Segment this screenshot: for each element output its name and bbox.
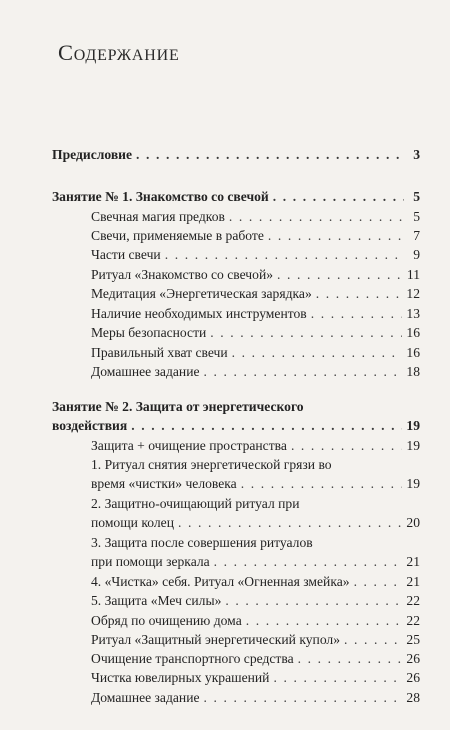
entry-title: Домашнее задание <box>91 690 200 705</box>
dot-leader <box>246 611 403 631</box>
dot-leader <box>225 591 402 611</box>
entry-title: 5. Защита «Меч силы» <box>91 593 222 608</box>
entry-page: 16 <box>406 345 420 360</box>
dot-leader <box>273 668 402 688</box>
entry-page: 3 <box>413 147 420 162</box>
page-title: Содержание <box>58 40 180 65</box>
toc-subentry[interactable] <box>0 611 450 631</box>
entry-title: Правильный хват свечи <box>91 345 228 360</box>
toc-subentry[interactable] <box>0 362 450 382</box>
entry-page: 26 <box>406 651 420 666</box>
dot-leader <box>204 688 403 708</box>
entry-title: Части свечи <box>91 247 161 262</box>
toc-subentry[interactable] <box>0 552 450 572</box>
entry-title: Очищение транспортного средства <box>91 651 294 666</box>
entry-title: Обряд по очищению дома <box>91 613 242 628</box>
entry-page: 19 <box>406 438 420 453</box>
entry-title: Ритуал «Защитный энергетический купол» <box>91 632 341 647</box>
toc-entry-lesson-2-line1[interactable] <box>0 397 450 417</box>
dot-leader <box>277 265 403 285</box>
dot-leader <box>229 207 404 227</box>
entry-title: 3. Защита после совершения ритуалов <box>91 535 313 550</box>
toc-subentry[interactable] <box>0 668 450 688</box>
toc-subentry[interactable] <box>0 649 450 669</box>
entry-title: воздействия <box>52 418 128 433</box>
toc-entry-preface[interactable] <box>0 145 450 165</box>
entry-page: 21 <box>406 554 420 569</box>
entry-page: 18 <box>406 364 420 379</box>
entry-page: 5 <box>413 209 420 224</box>
toc-entry-lesson-1[interactable] <box>0 187 450 207</box>
entry-title: время «чистки» человека <box>91 476 237 491</box>
toc-subentry-line1[interactable] <box>0 455 450 475</box>
dot-leader <box>178 513 402 533</box>
dot-leader <box>268 226 404 246</box>
toc-subentry[interactable] <box>0 343 450 363</box>
dot-leader <box>273 187 404 207</box>
entry-title: Защита + очищение пространства <box>91 438 287 453</box>
entry-page: 19 <box>406 476 420 491</box>
entry-title: при помощи зеркала <box>91 554 210 569</box>
dot-leader <box>136 145 404 165</box>
entry-title: Свечная магия предков <box>91 209 225 224</box>
toc-subentry[interactable] <box>0 323 450 343</box>
entry-page: 11 <box>406 267 420 282</box>
toc-subentry[interactable] <box>0 245 450 265</box>
entry-page: 7 <box>413 228 420 243</box>
entry-page: 5 <box>413 189 420 204</box>
entry-title: Чистка ювелирных украшений <box>91 670 270 685</box>
entry-title: 2. Защитно-очищающий ритуал при <box>91 496 300 511</box>
entry-title: Наличие необходимых инструментов <box>91 306 307 321</box>
toc-subentry[interactable] <box>0 265 450 285</box>
toc-subentry[interactable] <box>0 591 450 611</box>
entry-page: 13 <box>406 306 420 321</box>
entry-title: Занятие № 1. Знакомство со свечой <box>52 189 269 204</box>
toc-subentry-line1[interactable] <box>0 494 450 514</box>
entry-title: Ритуал «Знакомство со свечой» <box>91 267 274 282</box>
toc-subentry[interactable] <box>0 474 450 494</box>
toc-subentry[interactable] <box>0 436 450 456</box>
dot-leader <box>131 416 402 436</box>
entry-page: 9 <box>413 247 420 262</box>
entry-page: 21 <box>406 574 420 589</box>
toc-subentry[interactable] <box>0 304 450 324</box>
toc-subentry[interactable] <box>0 630 450 650</box>
entry-title: Медитация «Энергетическая зарядка» <box>91 286 312 301</box>
entry-title: 4. «Чистка» себя. Ритуал «Огненная змейка» <box>91 574 350 589</box>
dot-leader <box>204 362 403 382</box>
entry-page: 25 <box>406 632 420 647</box>
entry-title: помощи колец <box>91 515 174 530</box>
entry-page: 22 <box>406 613 420 628</box>
toc-subentry[interactable] <box>0 572 450 592</box>
entry-page: 12 <box>406 286 420 301</box>
toc-subentry-line1[interactable] <box>0 533 450 553</box>
dot-leader <box>241 474 403 494</box>
dot-leader <box>298 649 403 669</box>
entry-page: 28 <box>406 690 420 705</box>
dot-leader <box>210 323 402 343</box>
entry-title: Занятие № 2. Защита от энергетического <box>52 399 304 414</box>
dot-leader <box>291 436 402 456</box>
dot-leader <box>311 304 403 324</box>
toc-subentry[interactable] <box>0 513 450 533</box>
entry-page: 19 <box>406 418 420 433</box>
entry-title: Свечи, применяемые в работе <box>91 228 264 243</box>
entry-title: Домашнее задание <box>91 364 200 379</box>
dot-leader <box>214 552 403 572</box>
entry-page: 16 <box>406 325 420 340</box>
toc-subentry[interactable] <box>0 207 450 227</box>
toc-subentry[interactable] <box>0 226 450 246</box>
toc-entry-lesson-2[interactable] <box>0 416 450 436</box>
entry-title: Меры безопасности <box>91 325 207 340</box>
entry-page: 20 <box>406 515 420 530</box>
entry-page: 22 <box>406 593 420 608</box>
dot-leader <box>165 245 404 265</box>
dot-leader <box>316 284 403 304</box>
dot-leader <box>354 572 403 592</box>
entry-page: 26 <box>406 670 420 685</box>
dot-leader <box>232 343 403 363</box>
entry-title: Предисловие <box>52 147 133 162</box>
entry-title: 1. Ритуал снятия энергетической грязи во <box>91 457 332 472</box>
toc-subentry[interactable] <box>0 284 450 304</box>
dot-leader <box>344 630 402 650</box>
toc-subentry[interactable] <box>0 688 450 708</box>
